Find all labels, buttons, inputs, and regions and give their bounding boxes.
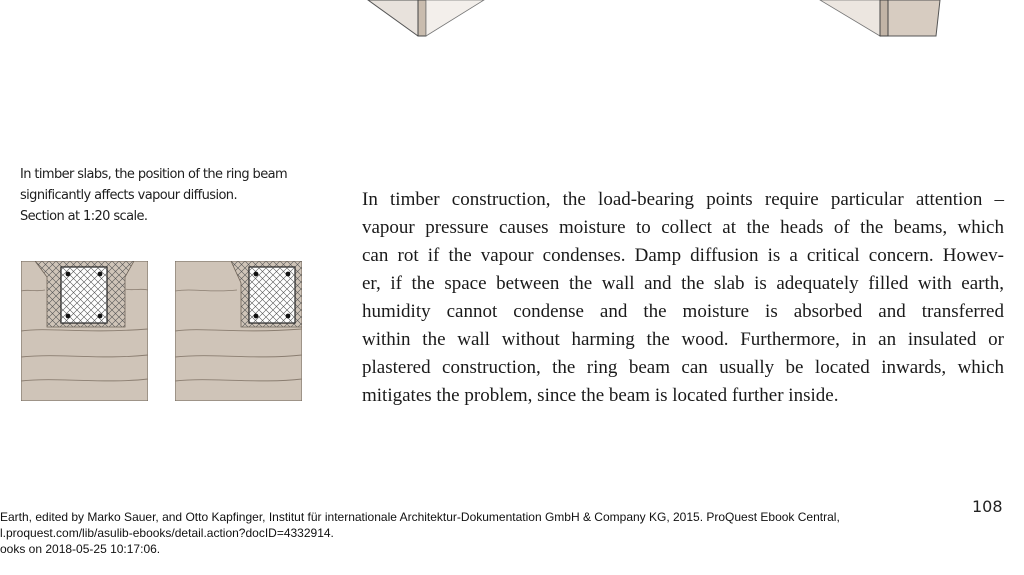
section-drawing-ring-beam-inside: [175, 261, 302, 401]
citation-footer: [0, 509, 900, 557]
footer-line: l.proquest.com/lib/asulib-ebooks/detail.action?docID=4332914.: [0, 526, 334, 540]
page-number: 108: [972, 497, 1003, 516]
body-line: humidity cannot condense and the moisture is absorbed and transferred: [362, 301, 1004, 322]
caption-line: significantly affects vapour diffusion.: [20, 188, 237, 203]
body-line: er, if the space between the wall and the slab is adequately filled with earth,: [362, 273, 1004, 294]
top-illustrations: [360, 0, 950, 40]
body-line: within the wall without harming the wood. Furthermore, in an insulated or: [362, 329, 1004, 350]
top-left-wall-illustration: [368, 0, 484, 36]
footer-line: Earth, edited by Marko Sauer, and Otto Kapfinger, Institut für internationale Architektur-Dokumentation GmbH & Company KG, 2015. ProQuest Ebook Central,: [0, 510, 840, 524]
body-line: plastered construction, the ring beam can usually be located inwards, which: [362, 357, 1004, 378]
body-line: mitigates the problem, since the beam is located further inside.: [362, 385, 839, 406]
body-line: can rot if the vapour condenses. Damp diffusion is a critical concern. Howev-: [362, 245, 1004, 266]
body-line: vapour pressure causes moisture to collect at the heads of the beams, which: [362, 217, 1004, 238]
caption-line: In timber slabs, the position of the ring beam: [20, 167, 288, 182]
figure-caption: [20, 164, 320, 227]
body-line: In timber construction, the load-bearing points require particular attention –: [362, 189, 1004, 210]
body-paragraph: [362, 186, 1004, 410]
top-right-wall-illustration: [820, 0, 940, 36]
footer-line: ooks on 2018-05-25 10:17:06.: [0, 542, 161, 556]
caption-line: Section at 1:20 scale.: [20, 209, 148, 224]
section-drawing-ring-beam-centered: [21, 261, 148, 401]
